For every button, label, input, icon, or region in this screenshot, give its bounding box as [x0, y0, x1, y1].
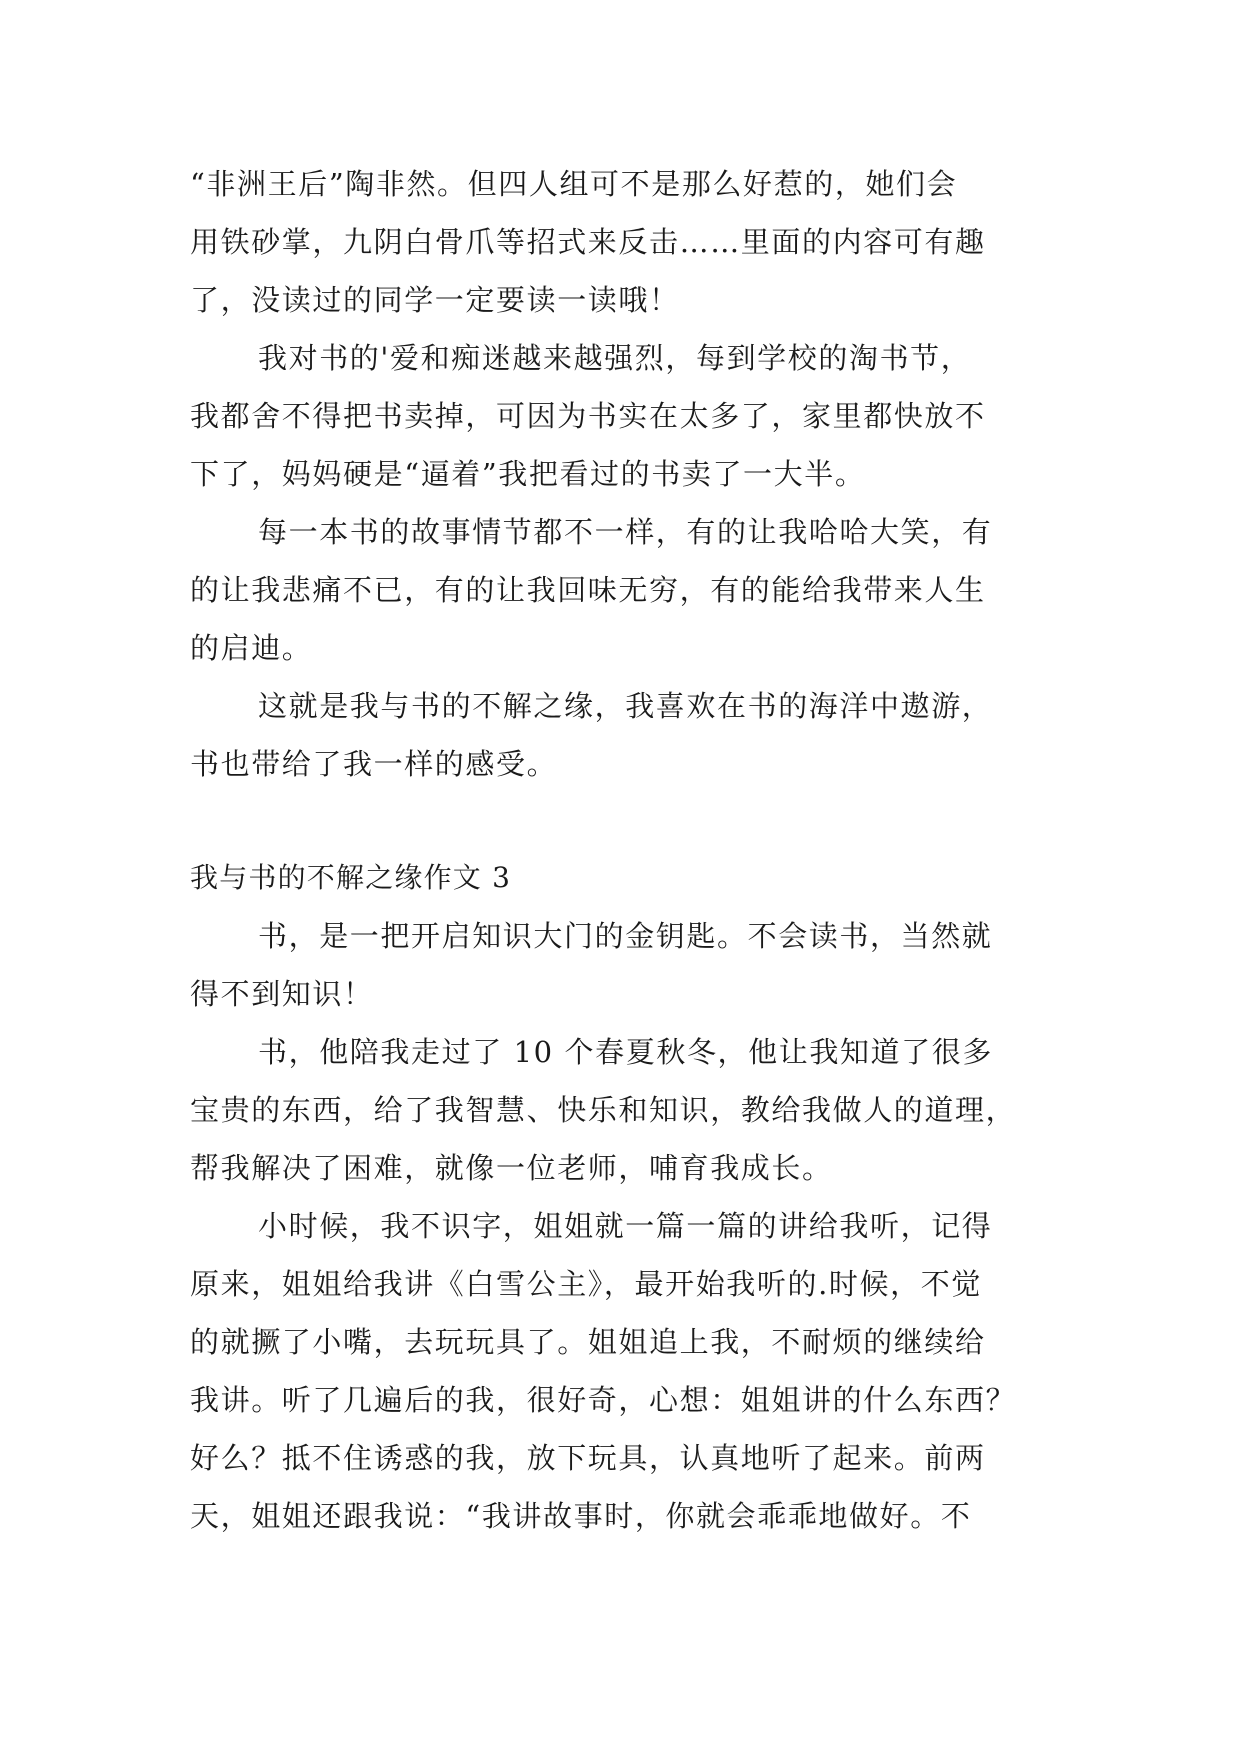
text-line: 了，没读过的同学一定要读一读哦！ — [190, 283, 680, 317]
text-line: 的就撅了小嘴，去玩玩具了。姐姐追上我，不耐烦的继续给 — [190, 1325, 986, 1359]
paragraph-first-line: 小时候，我不识字，姐姐就一篇一篇的讲给我听，记得 — [258, 1209, 993, 1243]
text-line: 帮我解决了困难，就像一位老师，哺育我成长。 — [190, 1151, 833, 1185]
text-line: 书也带给了我一样的感受。 — [190, 747, 558, 781]
text-line: 得不到知识！ — [190, 977, 374, 1011]
paragraph-first-line: 书，是一把开启知识大门的金钥匙。不会读书，当然就 — [258, 919, 993, 953]
paragraph-first-line: 我对书的'爱和痴迷越来越强烈，每到学校的淘书节， — [258, 341, 972, 375]
paragraph-first-line: 这就是我与书的不解之缘，我喜欢在书的海洋中遨游， — [258, 689, 993, 723]
paragraph-first-line: 每一本书的故事情节都不一样，有的让我哈哈大笑，有 — [258, 515, 993, 549]
text-line: 宝贵的东西，给了我智慧、快乐和知识，教给我做人的道理， — [190, 1093, 1017, 1127]
text-line: “非洲王后”陶非然。但四人组可不是那么好惹的，她们会 — [190, 167, 958, 201]
text-line: 好么？抵不住诱惑的我，放下玩具，认真地听了起来。前两 — [190, 1441, 986, 1475]
text-line: 原来，姐姐给我讲《白雪公主》，最开始我听的.时候，不觉 — [190, 1267, 982, 1301]
text-line: 我讲。听了几遍后的我，很好奇，心想：姐姐讲的什么东西？ — [190, 1383, 1017, 1417]
paragraph-first-line: 书，他陪我走过了 10 个春夏秋冬，他让我知道了很多 — [258, 1035, 993, 1069]
section-heading: 我与书的不解之缘作文 3 — [190, 861, 512, 894]
text-line: 我都舍不得把书卖掉，可因为书实在太多了，家里都快放不 — [190, 399, 986, 433]
text-line: 的让我悲痛不已，有的让我回味无穷，有的能给我带来人生 — [190, 573, 986, 607]
text-line: 用铁砂掌，九阴白骨爪等招式来反击……里面的内容可有趣 — [190, 225, 986, 259]
text-line: 的启迪。 — [190, 631, 313, 665]
text-line: 下了，妈妈硬是“逼着”我把看过的书卖了一大半。 — [190, 457, 866, 491]
text-line: 天，姐姐还跟我说：“我讲故事时，你就会乖乖地做好。不 — [190, 1499, 972, 1533]
